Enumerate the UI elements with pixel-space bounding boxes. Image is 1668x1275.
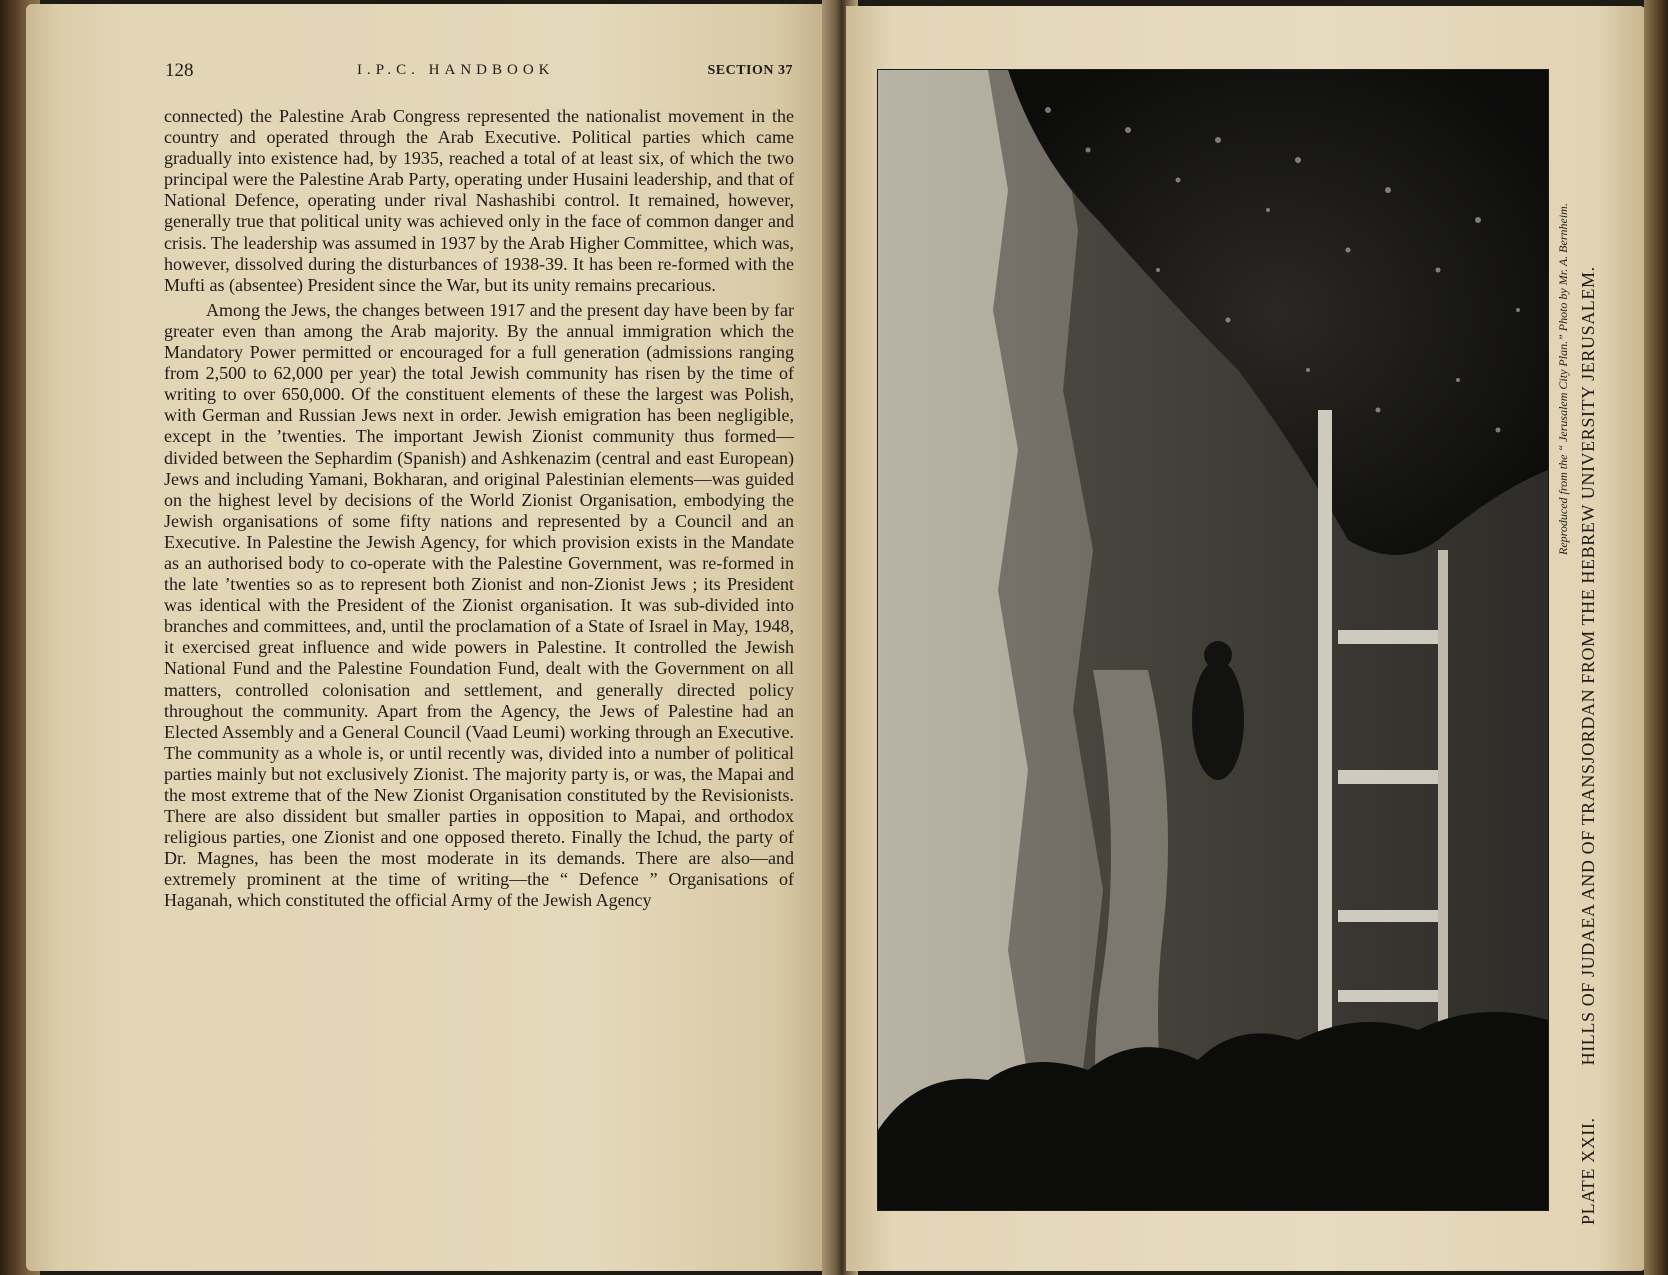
running-title: I.P.C. HANDBOOK — [357, 62, 555, 78]
photo-credit: Reproduced from the “ Jerusalem City Plan.” Photo by Mr. A. Bernheim. — [1556, 203, 1570, 555]
plate-label: PLATE XXII. — [1578, 1117, 1598, 1225]
running-header — [165, 60, 793, 86]
paragraph: connected) the Palestine Arab Congress represented the nationalist movement in the country and operated through the Arab Executive. Political parties which came gradually into existence had, by 1935, reached a total of at least six, of which the two principal were the Palestine Arab Party, operating under Husaini leadership, and that of National Defence, operating under rival Nashashibi control. It remained, however, generally true that political unity was achieved only in the face of common danger and crisis. The leadership was assumed in 1937 by the Arab Higher Committee, which was, however, dissolved during the disturbances of 1938-39. It has been re-formed with the Mufti as (absentee) President since the War, but its unity remains precarious. — [164, 106, 794, 295]
plate-caption — [1578, 266, 1599, 1225]
page-number: 128 — [165, 60, 194, 81]
section-label: SECTION 37 — [707, 63, 793, 78]
plate-title: HILLS OF JUDAEA AND OF TRANSJORDAN FROM THE HEBREW UNIVERSITY JERUSALEM. — [1578, 266, 1598, 1066]
book-cover-edge-right — [1644, 0, 1668, 1275]
body-text — [164, 106, 794, 912]
plate-photograph — [878, 70, 1548, 1210]
paragraph: Among the Jews, the changes between 1917 and the present day have been by far greater even than among the Arab majority. By the annual immigration which the Mandatory Power permitted or encouraged for a full generation (admissions ranging from 2,500 to 62,000 per year) the total Jewish community has risen by the time of writing to over 650,000. Of the constituent elements of these the largest was Polish, with German and Russian Jews next in order. Jewish emigration has been negligible, except in the ’twenties. The important Jewish Zionist community thus formed—divided between the Sephardim (Spanish) and Ashkenazim (central and east European) Jews and including Yamani, Bokharan, and original Palestinian elements—was guided on the highest level by decisions of the World Zionist Organisation, embodying the Jewish organisations of some fifty nations and represented by a Council and an Executive. In Palestine the Jewish Agency, for which provision exists in the Mandate as an authorised body to co-operate with the Palestine Government, was re-formed in the late ’twenties so as to represent both Zionist and non-Zionist Jews ; its President was identical with the President of the Zionist organisation. It was sub-divided into branches and committees, and, until the proclamation of a State of Israel in May, 1948, it exercised great influence and wide powers in Palestine. It controlled the Jewish National Fund and the Palestine Foundation Fund, dealt with the Government on all matters, controlled colonisation and settlement, and generally directed policy throughout the community. Apart from the Agency, the Jews of Palestine had an Elected Assembly and a General Council (Vaad Leumi) working through an Executive. The community as a whole is, or until recently was, divided into a number of political parties mainly but not exclusively Zionist. The majority party is, or was, the Mapai and the most extreme that of the New Zionist Organisation constituted by the Revisionists. There are also dissident but smaller parties in opposition to Mapai, and orthodox religious parties, one Zionist and one opposed thereto. Finally the Ichud, the party of Dr. Magnes, has been the most moderate in its demands. There are also—and extremely prominent at the time of writing—the “ Defence ” Organisations of Haganah, which constituted the official Army of the Jewish Agency — [164, 299, 794, 911]
